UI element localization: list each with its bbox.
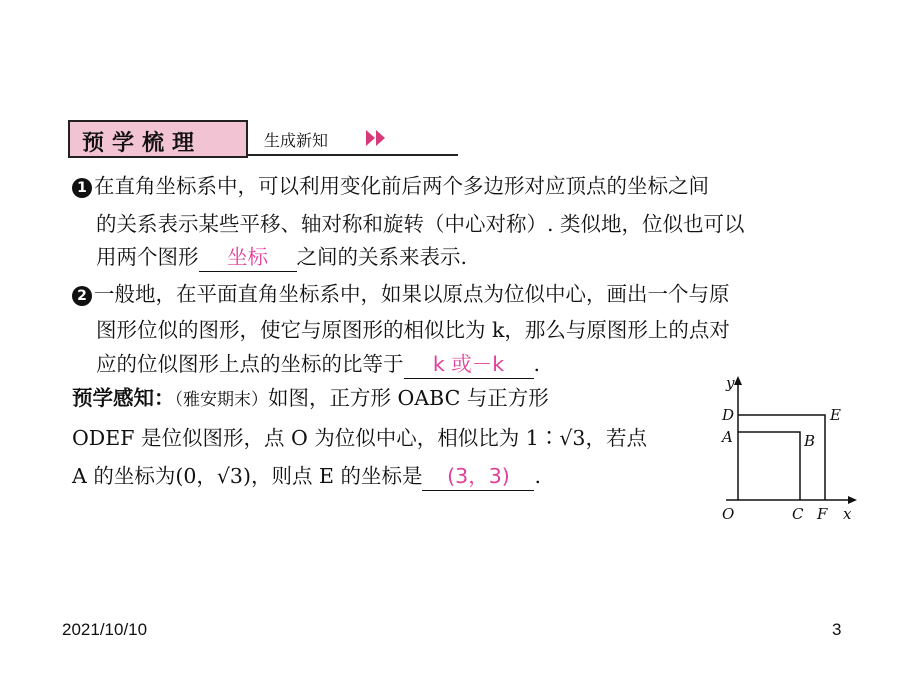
item-1-text-3a: 用两个图形 [96, 245, 199, 269]
section-title: 预学梳理 [82, 131, 203, 156]
preview-answer-blank: (3，3) [422, 462, 534, 491]
square-oabc [738, 432, 800, 500]
header-rule [248, 154, 458, 156]
section-header [68, 120, 388, 158]
label-y: y [726, 374, 735, 392]
page-number: 3 [832, 620, 842, 639]
double-chevron-right-icon [366, 130, 388, 146]
footer-date: 2021/10/10 [62, 620, 148, 639]
item-2-marker: 2 [72, 286, 92, 306]
label-a: A [722, 428, 733, 446]
section-subtitle: 生成新知 [264, 131, 329, 150]
preview-line-2 [72, 424, 647, 452]
label-x: x [843, 505, 852, 523]
preview-label: 预学感知： [72, 386, 175, 410]
label-d: D [722, 406, 735, 424]
item-2-text-3b: . [533, 352, 541, 376]
item-1-text-1: 在直角坐标系中，可以利用变化前后两个多边形对应顶点的坐标之间 [94, 174, 709, 198]
coordinate-figure [712, 372, 862, 527]
item-1-text-3b: 之间的关系来表示. [296, 245, 468, 269]
item-1-text-2: 的关系表示某些平移、轴对称和旋转（中心对称）. 类似地，位似也可以 [96, 212, 745, 236]
item-2-line-2 [96, 316, 730, 344]
item-2-line-3 [96, 350, 540, 379]
label-c: C [792, 505, 804, 523]
item-2-text-3a: 应的位似图形上点的坐标的比等于 [96, 352, 404, 376]
square-odef [738, 415, 825, 500]
label-e: E [830, 406, 841, 424]
preview-text-3a: A 的坐标为(0，√3)，则点 E 的坐标是 [72, 464, 423, 488]
item-1-answer-blank: 坐标 [199, 243, 297, 272]
item-1-marker: 1 [72, 178, 92, 198]
preview-line-3 [72, 462, 541, 491]
preview-text-1: 如图，正方形 OABC 与正方形 [268, 386, 549, 410]
label-f: F [817, 505, 828, 523]
label-b: B [804, 432, 816, 450]
item-1-line-3 [96, 243, 467, 272]
preview-line-1 [72, 384, 549, 414]
label-o: O [722, 505, 735, 523]
preview-text-2: ODEF 是位似图形，点 O 为位似中心，相似比为 1∶√3，若点 [72, 426, 647, 450]
item-2-text-2: 图形位似的图形，使它与原图形的相似比为 k，那么与原图形上的点对 [96, 318, 730, 342]
preview-text-3b: . [534, 464, 541, 488]
item-2-answer-blank: k 或－k [404, 350, 534, 379]
header-tab [68, 120, 248, 158]
item-1-line-2 [96, 210, 745, 238]
item-2-text-1: 一般地，在平面直角坐标系中，如果以原点为位似中心，画出一个与原 [94, 282, 730, 306]
item-2-line-1 [72, 280, 730, 308]
y-axis-arrow [734, 376, 742, 385]
preview-source: （雅安期末） [174, 390, 268, 410]
item-1-line-1 [72, 172, 709, 200]
x-axis-arrow [848, 496, 857, 504]
